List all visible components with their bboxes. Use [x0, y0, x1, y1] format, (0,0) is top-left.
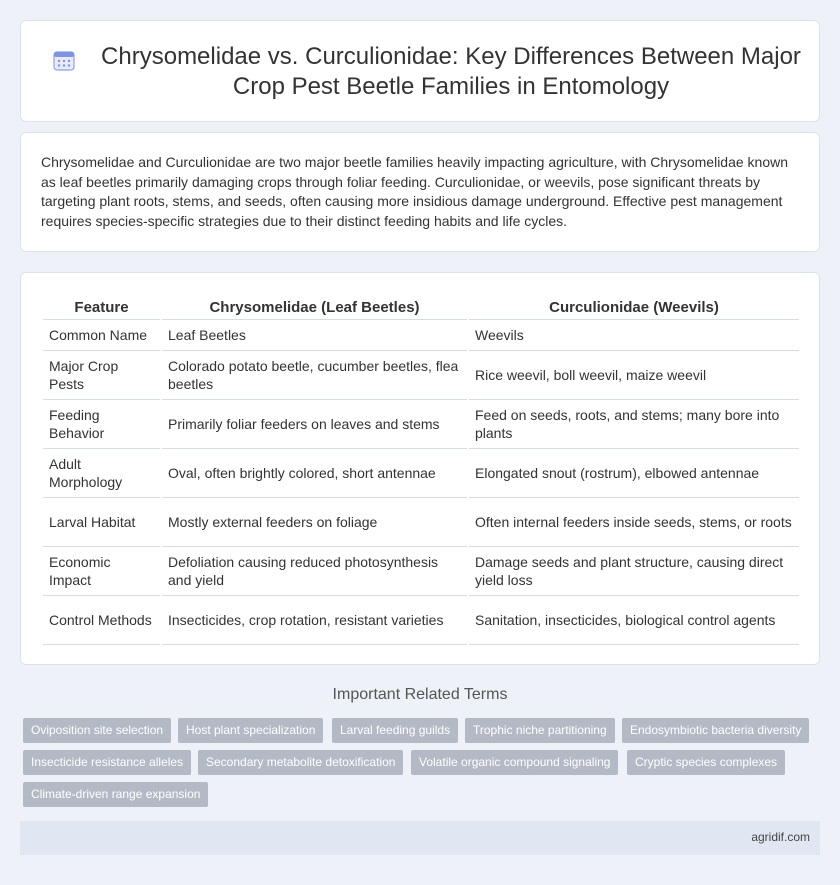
- related-term-tag[interactable]: Cryptic species complexes: [627, 750, 785, 775]
- header-card: [20, 20, 820, 122]
- column-header-chrysomelidae: Chrysomelidae (Leaf Beetles): [161, 295, 468, 319]
- table-row: [43, 497, 799, 546]
- curculionidae-cell: Rice weevil, boll weevil, maize weevil: [468, 350, 799, 399]
- comparison-card: [20, 272, 820, 665]
- related-terms-heading: Important Related Terms: [332, 686, 508, 703]
- footer-site-link[interactable]: agridif.com: [751, 830, 810, 844]
- chrysomelidae-cell: Mostly external feeders on foliage: [161, 497, 468, 546]
- table-row: [43, 595, 799, 644]
- related-term-tag[interactable]: Oviposition site selection: [23, 718, 171, 743]
- curculionidae-cell: Feed on seeds, roots, and stems; many bore into plants: [468, 399, 799, 448]
- related-term-tag[interactable]: Endosymbiotic bacteria diversity: [622, 718, 809, 743]
- chrysomelidae-cell: Oval, often brightly colored, short antennae: [161, 448, 468, 497]
- feature-cell: Major Crop Pests: [43, 350, 161, 399]
- calendar-icon: [53, 49, 75, 71]
- chrysomelidae-cell: Colorado potato beetle, cucumber beetles, flea beetles: [161, 350, 468, 399]
- curculionidae-cell: Often internal feeders inside seeds, stems, or roots: [468, 497, 799, 546]
- related-term-tag[interactable]: Climate-driven range expansion: [23, 782, 208, 807]
- curculionidae-cell: Sanitation, insecticides, biological control agents: [468, 595, 799, 644]
- page-title: Chrysomelidae vs. Curculionidae: Key Differences Between Major Crop Pest Beetle Families in Entomology: [101, 43, 801, 100]
- column-header-feature: Feature: [43, 295, 161, 319]
- table-header-row: [43, 295, 799, 319]
- curculionidae-cell: Weevils: [468, 319, 799, 350]
- column-header-curculionidae: Curculionidae (Weevils): [468, 295, 799, 319]
- related-term-tag[interactable]: Insecticide resistance alleles: [23, 750, 191, 775]
- curculionidae-cell: Damage seeds and plant structure, causing direct yield loss: [468, 546, 799, 595]
- title-wrap: [21, 21, 821, 123]
- related-term-tag[interactable]: Larval feeding guilds: [332, 718, 458, 743]
- curculionidae-cell: Elongated snout (rostrum), elbowed antennae: [468, 448, 799, 497]
- table-row: [43, 319, 799, 350]
- related-term-tag[interactable]: Secondary metabolite detoxification: [198, 750, 403, 775]
- table-row: [43, 546, 799, 595]
- related-term-tag[interactable]: Host plant specialization: [178, 718, 323, 743]
- feature-cell: Larval Habitat: [43, 497, 161, 546]
- related-term-tag[interactable]: Trophic niche partitioning: [465, 718, 615, 743]
- feature-cell: Control Methods: [43, 595, 161, 644]
- chrysomelidae-cell: Primarily foliar feeders on leaves and stems: [161, 399, 468, 448]
- table-row: [43, 448, 799, 497]
- table-row: [43, 399, 799, 448]
- comparison-table: [43, 295, 799, 645]
- intro-paragraph: Chrysomelidae and Curculionidae are two major beetle families heavily impacting agriculture, with Chrysomelidae known as leaf beetles primarily damaging crops through foliar feeding. Curculionidae, or weevils, pose significant threats by targeting plant roots, stems, and seeds, often causing more insidious damage underground. Effective pest management requires species-specific strategies due to their distinct feeding habits and life cycles.: [41, 154, 789, 229]
- chrysomelidae-cell: Leaf Beetles: [161, 319, 468, 350]
- feature-cell: Adult Morphology: [43, 448, 161, 497]
- chrysomelidae-cell: Defoliation causing reduced photosynthesis and yield: [161, 546, 468, 595]
- intro-card: [20, 132, 820, 252]
- feature-cell: Economic Impact: [43, 546, 161, 595]
- related-term-tag[interactable]: Volatile organic compound signaling: [411, 750, 618, 775]
- feature-cell: Common Name: [43, 319, 161, 350]
- table-row: [43, 350, 799, 399]
- feature-cell: Feeding Behavior: [43, 399, 161, 448]
- chrysomelidae-cell: Insecticides, crop rotation, resistant varieties: [161, 595, 468, 644]
- footer-bar: [20, 821, 820, 855]
